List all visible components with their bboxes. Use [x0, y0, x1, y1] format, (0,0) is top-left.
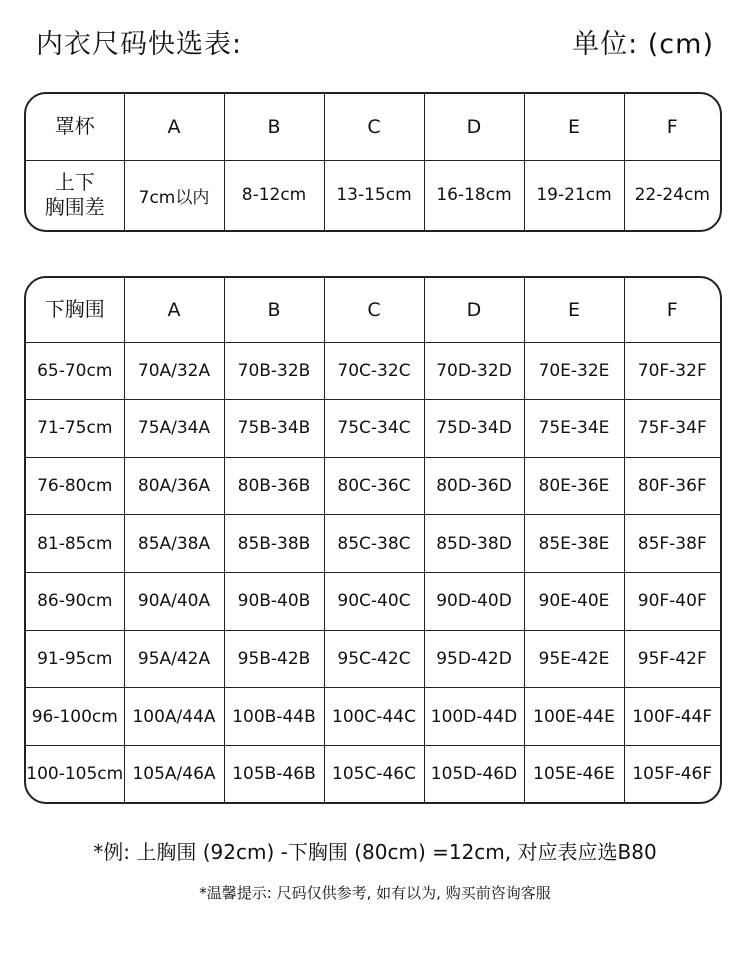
column-header-b: B	[224, 278, 324, 342]
diff-cell-f: 22-24cm	[634, 185, 710, 206]
unit-label: 单位: (cm)	[572, 29, 714, 60]
size-cell: 75A/34A	[124, 400, 224, 458]
size-cell: 105A/46A	[124, 746, 224, 802]
example-note: *例: 上胸围 (92cm) -下胸围 (80cm) =12cm, 对应表应选B80	[93, 840, 657, 864]
size-cell: 95D-42D	[424, 630, 524, 688]
header	[36, 22, 714, 66]
size-cell: 85E-38E	[524, 515, 624, 573]
size-cell: 85B-38B	[224, 515, 324, 573]
size-cell: 100B-44B	[224, 688, 324, 746]
band-cell: 86-90cm	[26, 573, 124, 631]
size-cell: 80D-36D	[424, 457, 524, 515]
column-header-f: F	[624, 94, 720, 160]
size-cell: 85D-38D	[424, 515, 524, 573]
size-cell: 70C-32C	[324, 342, 424, 400]
row-label-cup: 罩杯	[26, 94, 124, 160]
size-cell: 95C-42C	[324, 630, 424, 688]
size-table-body	[26, 278, 720, 802]
size-cell: 95B-42B	[224, 630, 324, 688]
size-cell: 90E-40E	[524, 573, 624, 631]
table-row	[26, 573, 720, 631]
size-cell: 70E-32E	[524, 342, 624, 400]
table-row	[26, 342, 720, 400]
table-row	[26, 94, 720, 160]
size-cell: 90C-40C	[324, 573, 424, 631]
band-cell: 76-80cm	[26, 457, 124, 515]
size-cell: 70A/32A	[124, 342, 224, 400]
size-cell: 80E-36E	[524, 457, 624, 515]
diff-cell-c: 13-15cm	[324, 160, 424, 230]
size-cell: 105E-46E	[524, 746, 624, 802]
size-cell: 75B-34B	[224, 400, 324, 458]
diff-cell-d: 16-18cm	[424, 160, 524, 230]
column-header-a: A	[124, 94, 224, 160]
size-cell: 80C-36C	[324, 457, 424, 515]
size-cell: 90F-40F	[624, 573, 720, 631]
table-row	[26, 400, 720, 458]
size-cell: 80A/36A	[124, 457, 224, 515]
column-header-e: E	[524, 94, 624, 160]
band-cell: 65-70cm	[26, 342, 124, 400]
column-header-f: F	[624, 278, 720, 342]
tip-note: *温馨提示: 尺码仅供参考, 如有以为, 购买前咨询客服	[199, 884, 551, 902]
size-cell: 105D-46D	[424, 746, 524, 802]
size-cell: 95E-42E	[524, 630, 624, 688]
size-cell: 85C-38C	[324, 515, 424, 573]
size-cell: 80F-36F	[624, 457, 720, 515]
size-chart-table	[24, 276, 722, 804]
size-cell: 75F-34F	[624, 400, 720, 458]
column-header-b: B	[224, 94, 324, 160]
size-cell: 75C-34C	[324, 400, 424, 458]
size-cell: 100C-44C	[324, 688, 424, 746]
table-row	[26, 515, 720, 573]
diff-cell-e: 19-21cm	[524, 160, 624, 230]
size-cell: 80B-36B	[224, 457, 324, 515]
column-header-d: D	[424, 94, 524, 160]
table-row	[26, 746, 720, 802]
page-title: 内衣尺码快选表:	[36, 29, 243, 60]
size-cell: 100F-44F	[624, 688, 720, 746]
column-header-e: E	[524, 278, 624, 342]
size-cell: 100D-44D	[424, 688, 524, 746]
size-cell: 70B-32B	[224, 342, 324, 400]
size-cell: 90D-40D	[424, 573, 524, 631]
band-cell: 81-85cm	[26, 515, 124, 573]
band-cell: 100-105cm	[26, 746, 124, 802]
table-row	[26, 688, 720, 746]
size-cell: 95F-42F	[624, 630, 720, 688]
corner-header-underbust: 下胸围	[26, 278, 124, 342]
size-cell: 70D-32D	[424, 342, 524, 400]
size-cell: 85F-38F	[624, 515, 720, 573]
column-header-c: C	[324, 94, 424, 160]
band-cell: 96-100cm	[26, 688, 124, 746]
band-cell: 71-75cm	[26, 400, 124, 458]
diff-cell-a: 7cm以内	[124, 160, 224, 230]
column-header-a: A	[124, 278, 224, 342]
size-cell: 100E-44E	[524, 688, 624, 746]
size-cell: 85A/38A	[124, 515, 224, 573]
table-row	[26, 630, 720, 688]
size-cell: 90B-40B	[224, 573, 324, 631]
size-cell: 75D-34D	[424, 400, 524, 458]
table-row	[26, 457, 720, 515]
size-cell: 70F-32F	[624, 342, 720, 400]
size-cell: 105B-46B	[224, 746, 324, 802]
band-cell: 91-95cm	[26, 630, 124, 688]
cup-difference-table	[24, 92, 722, 232]
column-header-d: D	[424, 278, 524, 342]
size-cell: 105F-46F	[632, 764, 713, 785]
size-cell: 95A/42A	[124, 630, 224, 688]
size-cell: 90A/40A	[124, 573, 224, 631]
row-label-bust-difference: 上下 胸围差	[26, 160, 124, 230]
size-cell: 75E-34E	[524, 400, 624, 458]
diff-cell-b: 8-12cm	[224, 160, 324, 230]
size-cell: 105C-46C	[324, 746, 424, 802]
table-header-row	[26, 278, 720, 342]
size-cell: 100A/44A	[124, 688, 224, 746]
column-header-c: C	[324, 278, 424, 342]
table-row	[26, 160, 720, 230]
